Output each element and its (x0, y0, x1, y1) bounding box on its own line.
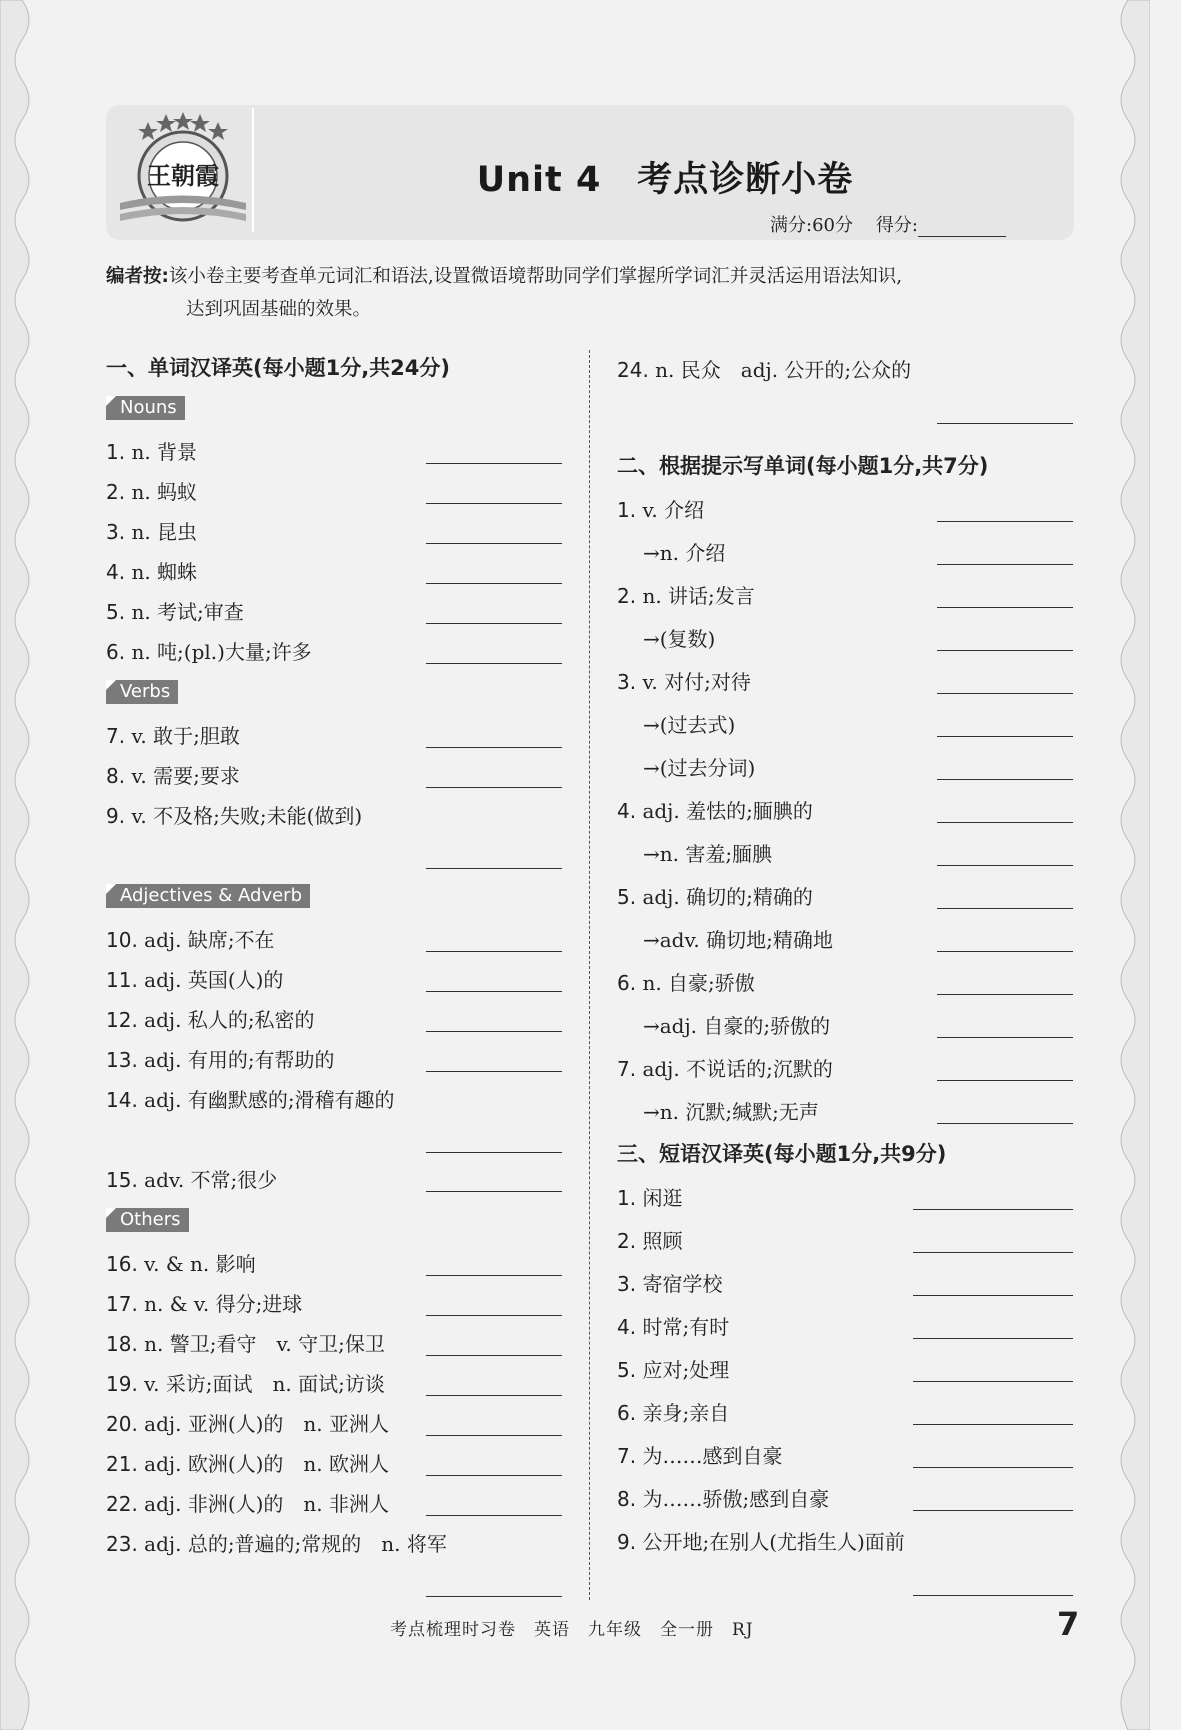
list-item: 7. adj. 不说话的;沉默的 (617, 1057, 833, 1081)
list-item: 16. v. & n. 影响 (106, 1252, 256, 1276)
list-item: 5. n. 考试;审查 (106, 600, 244, 624)
answer-blank[interactable] (913, 1467, 1073, 1468)
list-item: 2. n. 讲话;发言 (617, 584, 755, 608)
answer-blank[interactable] (937, 650, 1073, 651)
answer-blank[interactable] (937, 822, 1073, 823)
answer-blank[interactable] (426, 1315, 562, 1316)
answer-blank[interactable] (426, 463, 562, 464)
list-item: →n. 害羞;腼腆 (643, 842, 773, 866)
answer-blank[interactable] (913, 1424, 1073, 1425)
list-item: 20. adj. 亚洲(人)的 n. 亚洲人 (106, 1412, 390, 1436)
score-line (770, 211, 1006, 237)
page-number: 7 (1057, 1605, 1080, 1643)
answer-blank[interactable] (426, 1475, 562, 1476)
list-item: 3. 寄宿学校 (617, 1272, 723, 1296)
answer-blank[interactable] (426, 1355, 562, 1356)
list-item: 5. adj. 确切的;精确的 (617, 885, 813, 909)
answer-blank[interactable] (937, 1080, 1073, 1081)
answer-blank[interactable] (937, 951, 1073, 952)
list-item: 17. n. & v. 得分;进球 (106, 1292, 303, 1316)
answer-blank[interactable] (426, 1275, 562, 1276)
list-item: 9. v. 不及格;失败;未能(做到) (106, 804, 363, 828)
editor-note (106, 260, 1076, 326)
list-item: 10. adj. 缺席;不在 (106, 928, 275, 952)
list-item: 4. adj. 羞怯的;腼腆的 (617, 799, 813, 823)
header-divider (252, 108, 254, 232)
editor-note-label: 编者按: (106, 266, 169, 287)
score-blank[interactable] (918, 218, 1006, 237)
answer-blank[interactable] (937, 736, 1073, 737)
list-item: 7. 为……感到自豪 (617, 1444, 783, 1468)
list-item: 18. n. 警卫;看守 v. 守卫;保卫 (106, 1332, 385, 1356)
answer-blank[interactable] (426, 747, 562, 748)
page-border-left (0, 0, 40, 1730)
list-item: 2. 照顾 (617, 1229, 683, 1253)
list-item: 12. adj. 私人的;私密的 (106, 1008, 315, 1032)
answer-blank[interactable] (937, 521, 1073, 522)
answer-blank[interactable] (426, 787, 562, 788)
answer-blank[interactable] (937, 1037, 1073, 1038)
answer-blank[interactable] (426, 1071, 562, 1072)
publisher-logo (118, 108, 248, 236)
answer-blank[interactable] (426, 1515, 562, 1516)
list-item: 7. v. 敢于;胆敢 (106, 724, 240, 748)
footer-text: 考点梳理时习卷 英语 九年级 全一册 RJ (390, 1620, 754, 1640)
answer-blank[interactable] (913, 1209, 1073, 1210)
list-item: →(复数) (643, 627, 716, 651)
answer-blank[interactable] (937, 1123, 1073, 1124)
list-item: 23. adj. 总的;普遍的;常规的 n. 将军 (106, 1532, 447, 1556)
section1-title: 一、单词汉译英(每小题1分,共24分) (106, 356, 451, 380)
list-item: 24. n. 民众 adj. 公开的;公众的 (617, 358, 912, 382)
answer-blank[interactable] (937, 564, 1073, 565)
list-item: 5. 应对;处理 (617, 1358, 730, 1382)
list-item: 11. adj. 英国(人)的 (106, 968, 284, 992)
list-item: 22. adj. 非洲(人)的 n. 非洲人 (106, 1492, 390, 1516)
list-item: 1. 闲逛 (617, 1186, 683, 1210)
answer-blank[interactable] (426, 623, 562, 624)
answer-blank[interactable] (426, 1152, 562, 1153)
list-item: 3. n. 昆虫 (106, 520, 198, 544)
answer-blank[interactable] (913, 1595, 1073, 1596)
list-item: →n. 介绍 (643, 541, 726, 565)
tag-adjectives: Adjectives & Adverb (106, 884, 310, 908)
answer-blank[interactable] (426, 543, 562, 544)
page-border-right (1110, 0, 1150, 1730)
list-item: 15. adv. 不常;很少 (106, 1168, 278, 1192)
answer-blank[interactable] (426, 991, 562, 992)
answer-blank[interactable] (937, 779, 1073, 780)
score-label: 得分: (875, 215, 918, 236)
answer-blank[interactable] (937, 693, 1073, 694)
editor-note-line1: 该小卷主要考查单元词汇和语法,设置微语境帮助同学们掌握所学词汇并灵活运用语法知识, (168, 266, 903, 287)
answer-blank[interactable] (426, 1191, 562, 1192)
tag-others: Others (106, 1208, 189, 1232)
list-item: 8. v. 需要;要求 (106, 764, 240, 788)
answer-blank[interactable] (426, 583, 562, 584)
answer-blank[interactable] (426, 663, 562, 664)
list-item: 13. adj. 有用的;有帮助的 (106, 1048, 335, 1072)
list-item: 3. v. 对付;对待 (617, 670, 751, 694)
answer-blank[interactable] (426, 1395, 562, 1396)
tag-verbs: Verbs (106, 680, 178, 704)
list-item: 8. 为……骄傲;感到自豪 (617, 1487, 830, 1511)
page-title: Unit 4 考点诊断小卷 (476, 160, 854, 200)
answer-blank[interactable] (913, 1252, 1073, 1253)
list-item: 1. n. 背景 (106, 440, 198, 464)
answer-blank[interactable] (426, 1031, 562, 1032)
section3-title: 三、短语汉译英(每小题1分,共9分) (617, 1142, 947, 1166)
full-score: 满分:60分 (770, 215, 853, 236)
answer-blank[interactable] (913, 1510, 1073, 1511)
list-item: 6. n. 吨;(pl.)大量;许多 (106, 640, 312, 664)
answer-blank[interactable] (913, 1338, 1073, 1339)
answer-blank[interactable] (426, 503, 562, 504)
list-item: 4. n. 蜘蛛 (106, 560, 198, 584)
list-item: 2. n. 蚂蚁 (106, 480, 198, 504)
tag-nouns: Nouns (106, 396, 185, 420)
list-item: →adj. 自豪的;骄傲的 (643, 1014, 831, 1038)
answer-blank[interactable] (937, 994, 1073, 995)
list-item: 1. v. 介绍 (617, 498, 705, 522)
answer-blank[interactable] (937, 908, 1073, 909)
answer-blank[interactable] (426, 1596, 562, 1597)
list-item: →(过去式) (643, 713, 736, 737)
answer-blank[interactable] (913, 1295, 1073, 1296)
list-item: 6. n. 自豪;骄傲 (617, 971, 755, 995)
answer-blank[interactable] (426, 1435, 562, 1436)
answer-blank[interactable] (937, 423, 1073, 424)
list-item: 19. v. 采访;面试 n. 面试;访谈 (106, 1372, 385, 1396)
list-item: 6. 亲身;亲自 (617, 1401, 730, 1425)
column-divider (589, 350, 590, 1600)
list-item: →n. 沉默;缄默;无声 (643, 1100, 819, 1124)
editor-note-line2: 达到巩固基础的效果。 (186, 299, 372, 320)
answer-blank[interactable] (426, 951, 562, 952)
answer-blank[interactable] (426, 868, 562, 869)
svg-text:王朝霞: 王朝霞 (147, 161, 219, 190)
answer-blank[interactable] (913, 1381, 1073, 1382)
list-item: 21. adj. 欧洲(人)的 n. 欧洲人 (106, 1452, 390, 1476)
answer-blank[interactable] (937, 607, 1073, 608)
list-item: 9. 公开地;在别人(尤指生人)面前 (617, 1530, 905, 1554)
list-item: →adv. 确切地;精确地 (643, 928, 833, 952)
section2-title: 二、根据提示写单词(每小题1分,共7分) (617, 454, 989, 478)
list-item: →(过去分词) (643, 756, 756, 780)
list-item: 4. 时常;有时 (617, 1315, 730, 1339)
answer-blank[interactable] (937, 865, 1073, 866)
list-item: 14. adj. 有幽默感的;滑稽有趣的 (106, 1088, 395, 1112)
